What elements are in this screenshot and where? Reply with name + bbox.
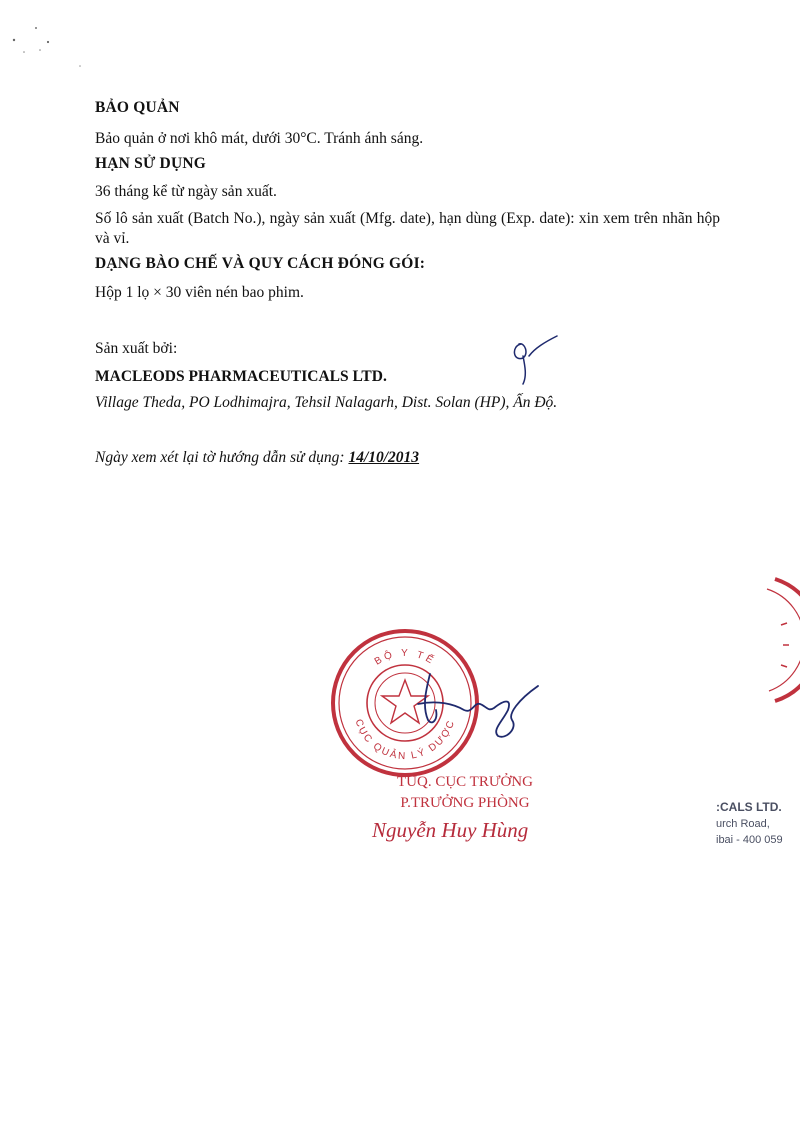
manufacturer-address: Village Theda, PO Lodhimajra, Tehsil Nalagarh, Dist. Solan (HP), Ấn Độ. <box>95 394 558 411</box>
manufacturer-label: Sản xuất bởi: <box>95 340 178 357</box>
initials-signature <box>505 332 565 388</box>
storage-heading: BẢO QUẢN <box>95 99 180 116</box>
official-signature <box>408 660 558 750</box>
storage-text: Bảo quản ở nơi khô mát, dưới 30°C. Tránh ánh sáng. <box>95 130 424 147</box>
scan-specks <box>0 0 90 80</box>
dosage-form-heading: DẠNG BÀO CHẾ VÀ QUY CÁCH ĐÓNG GÓI: <box>95 255 426 272</box>
dosage-form-text: Hộp 1 lọ × 30 viên nén bao phim. <box>95 284 304 301</box>
stamp-signer-name: Nguyễn Huy Hùng <box>372 818 529 842</box>
review-date-value: 14/10/2013 <box>348 449 420 466</box>
partial-company-seal <box>745 575 800 705</box>
seal-bottom-text: CỤC QUẢN LÝ DƯỢC <box>352 717 458 763</box>
shelf-life-heading: HẠN SỬ DỤNG <box>95 155 206 172</box>
edge-stamp-line-3: ibai - 400 059 <box>716 834 783 846</box>
stamp-line-1: TUQ. CỤC TRƯỞNG <box>397 774 533 790</box>
seal-top-text: BỘ Y TẾ <box>372 647 438 668</box>
batch-info-text: Số lô sản xuất (Batch No.), ngày sản xuất (Mfg. date), hạn dùng (Exp. date): xin xem trên nhãn hộp và vỉ. <box>95 210 720 247</box>
manufacturer-name: MACLEODS PHARMACEUTICALS LTD. <box>95 368 387 385</box>
shelf-life-text: 36 tháng kể từ ngày sản xuất. <box>95 183 277 200</box>
review-date-line <box>95 448 419 468</box>
edge-stamp-line-1: :CALS LTD. <box>716 800 782 814</box>
edge-stamp-line-2: urch Road, <box>716 818 770 830</box>
stamp-line-2: P.TRƯỞNG PHÒNG <box>400 795 530 811</box>
review-date-label: Ngày xem xét lại tờ hướng dẫn sử dụng: <box>95 449 345 466</box>
